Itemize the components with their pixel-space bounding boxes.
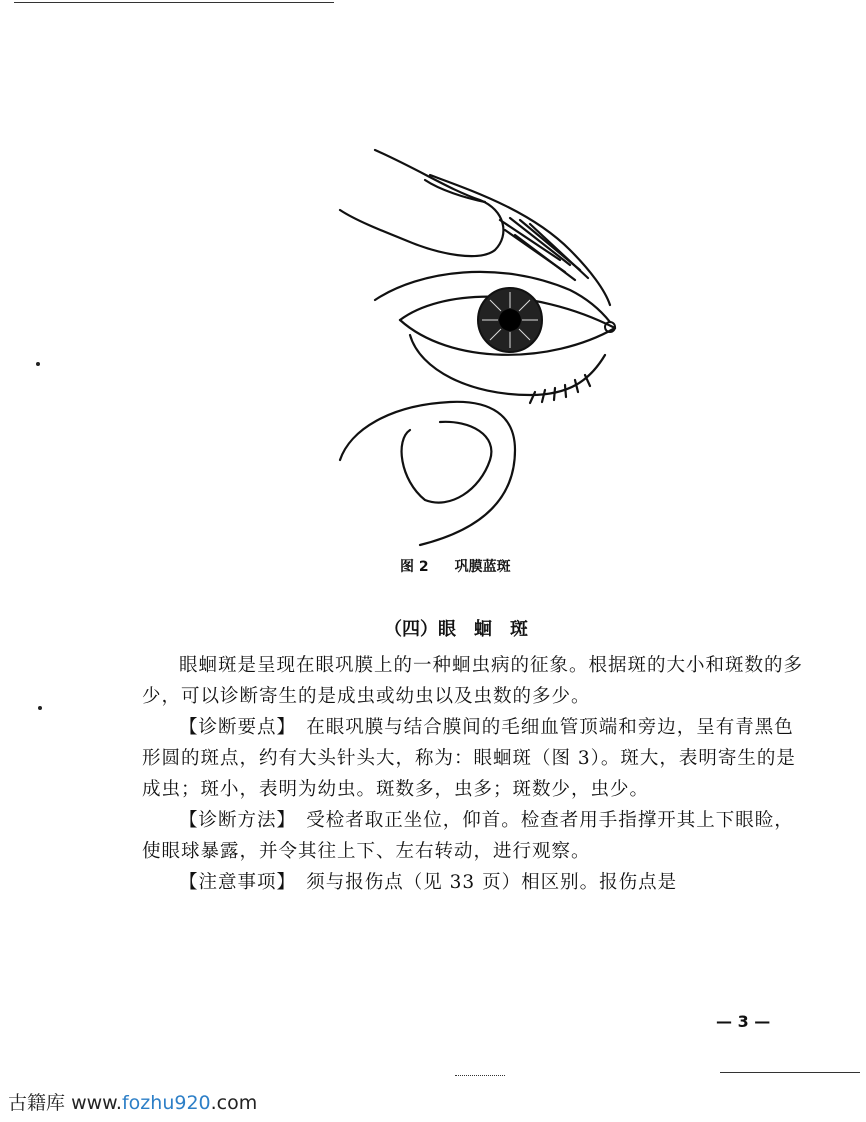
- watermark-site: 古籍库: [8, 1092, 66, 1114]
- paragraph-text: 眼蛔斑是呈现在眼巩膜上的一种蛔虫病的征象。根据斑的大小和斑数的多少，可以诊断寄生的是成虫或幼虫以及虫数的多少。: [142, 655, 804, 707]
- scan-speck: [38, 706, 42, 710]
- figure-caption: [400, 556, 511, 576]
- paragraph-text: 受检者取正坐位，仰首。检查者用手指撑开其上下眼睑，使眼球暴露，并令其往上下、左右转动，进行观察。: [142, 810, 794, 862]
- figure-label: 图 2: [400, 559, 429, 575]
- paragraph-notes: [142, 867, 808, 898]
- scan-speck: [36, 362, 40, 366]
- paragraph-tag: 【注意事项】: [179, 872, 287, 893]
- paragraph-intro: [142, 650, 808, 712]
- figure-title: 巩膜蓝斑: [454, 559, 511, 575]
- body-text: [142, 650, 808, 898]
- watermark: [8, 1088, 257, 1115]
- bottom-dotted-rule: [455, 1075, 505, 1076]
- paragraph-text: 在眼巩膜与结合膜间的毛细血管顶端和旁边，呈有青黑色形圆的斑点，约有大头针头大，称为：眼蛔斑（图 3）。斑大，表明寄生的是成虫；斑小，表明为幼虫。斑数多，虫多；斑数少，虫少。: [142, 717, 796, 800]
- watermark-url-suffix: .com: [210, 1092, 258, 1114]
- page-number: — 3 —: [716, 1012, 771, 1031]
- paragraph-text: 须与报伤点（见 33 页）相区别。报伤点是: [306, 872, 678, 893]
- top-edge-rule: [14, 2, 334, 3]
- paragraph-tag: 【诊断要点】: [179, 717, 287, 738]
- paragraph-diagnosis-points: [142, 712, 808, 805]
- eye-illustration: [330, 140, 630, 550]
- paragraph-diagnosis-method: [142, 805, 808, 867]
- section-heading: （四）眼 蛔 斑: [384, 619, 528, 640]
- watermark-url-domain: fozhu920: [121, 1092, 211, 1114]
- paragraph-tag: 【诊断方法】: [179, 810, 287, 831]
- eye-drawing: [330, 140, 630, 550]
- watermark-url-prefix: www.: [71, 1092, 122, 1114]
- bottom-edge-rule: [720, 1072, 860, 1073]
